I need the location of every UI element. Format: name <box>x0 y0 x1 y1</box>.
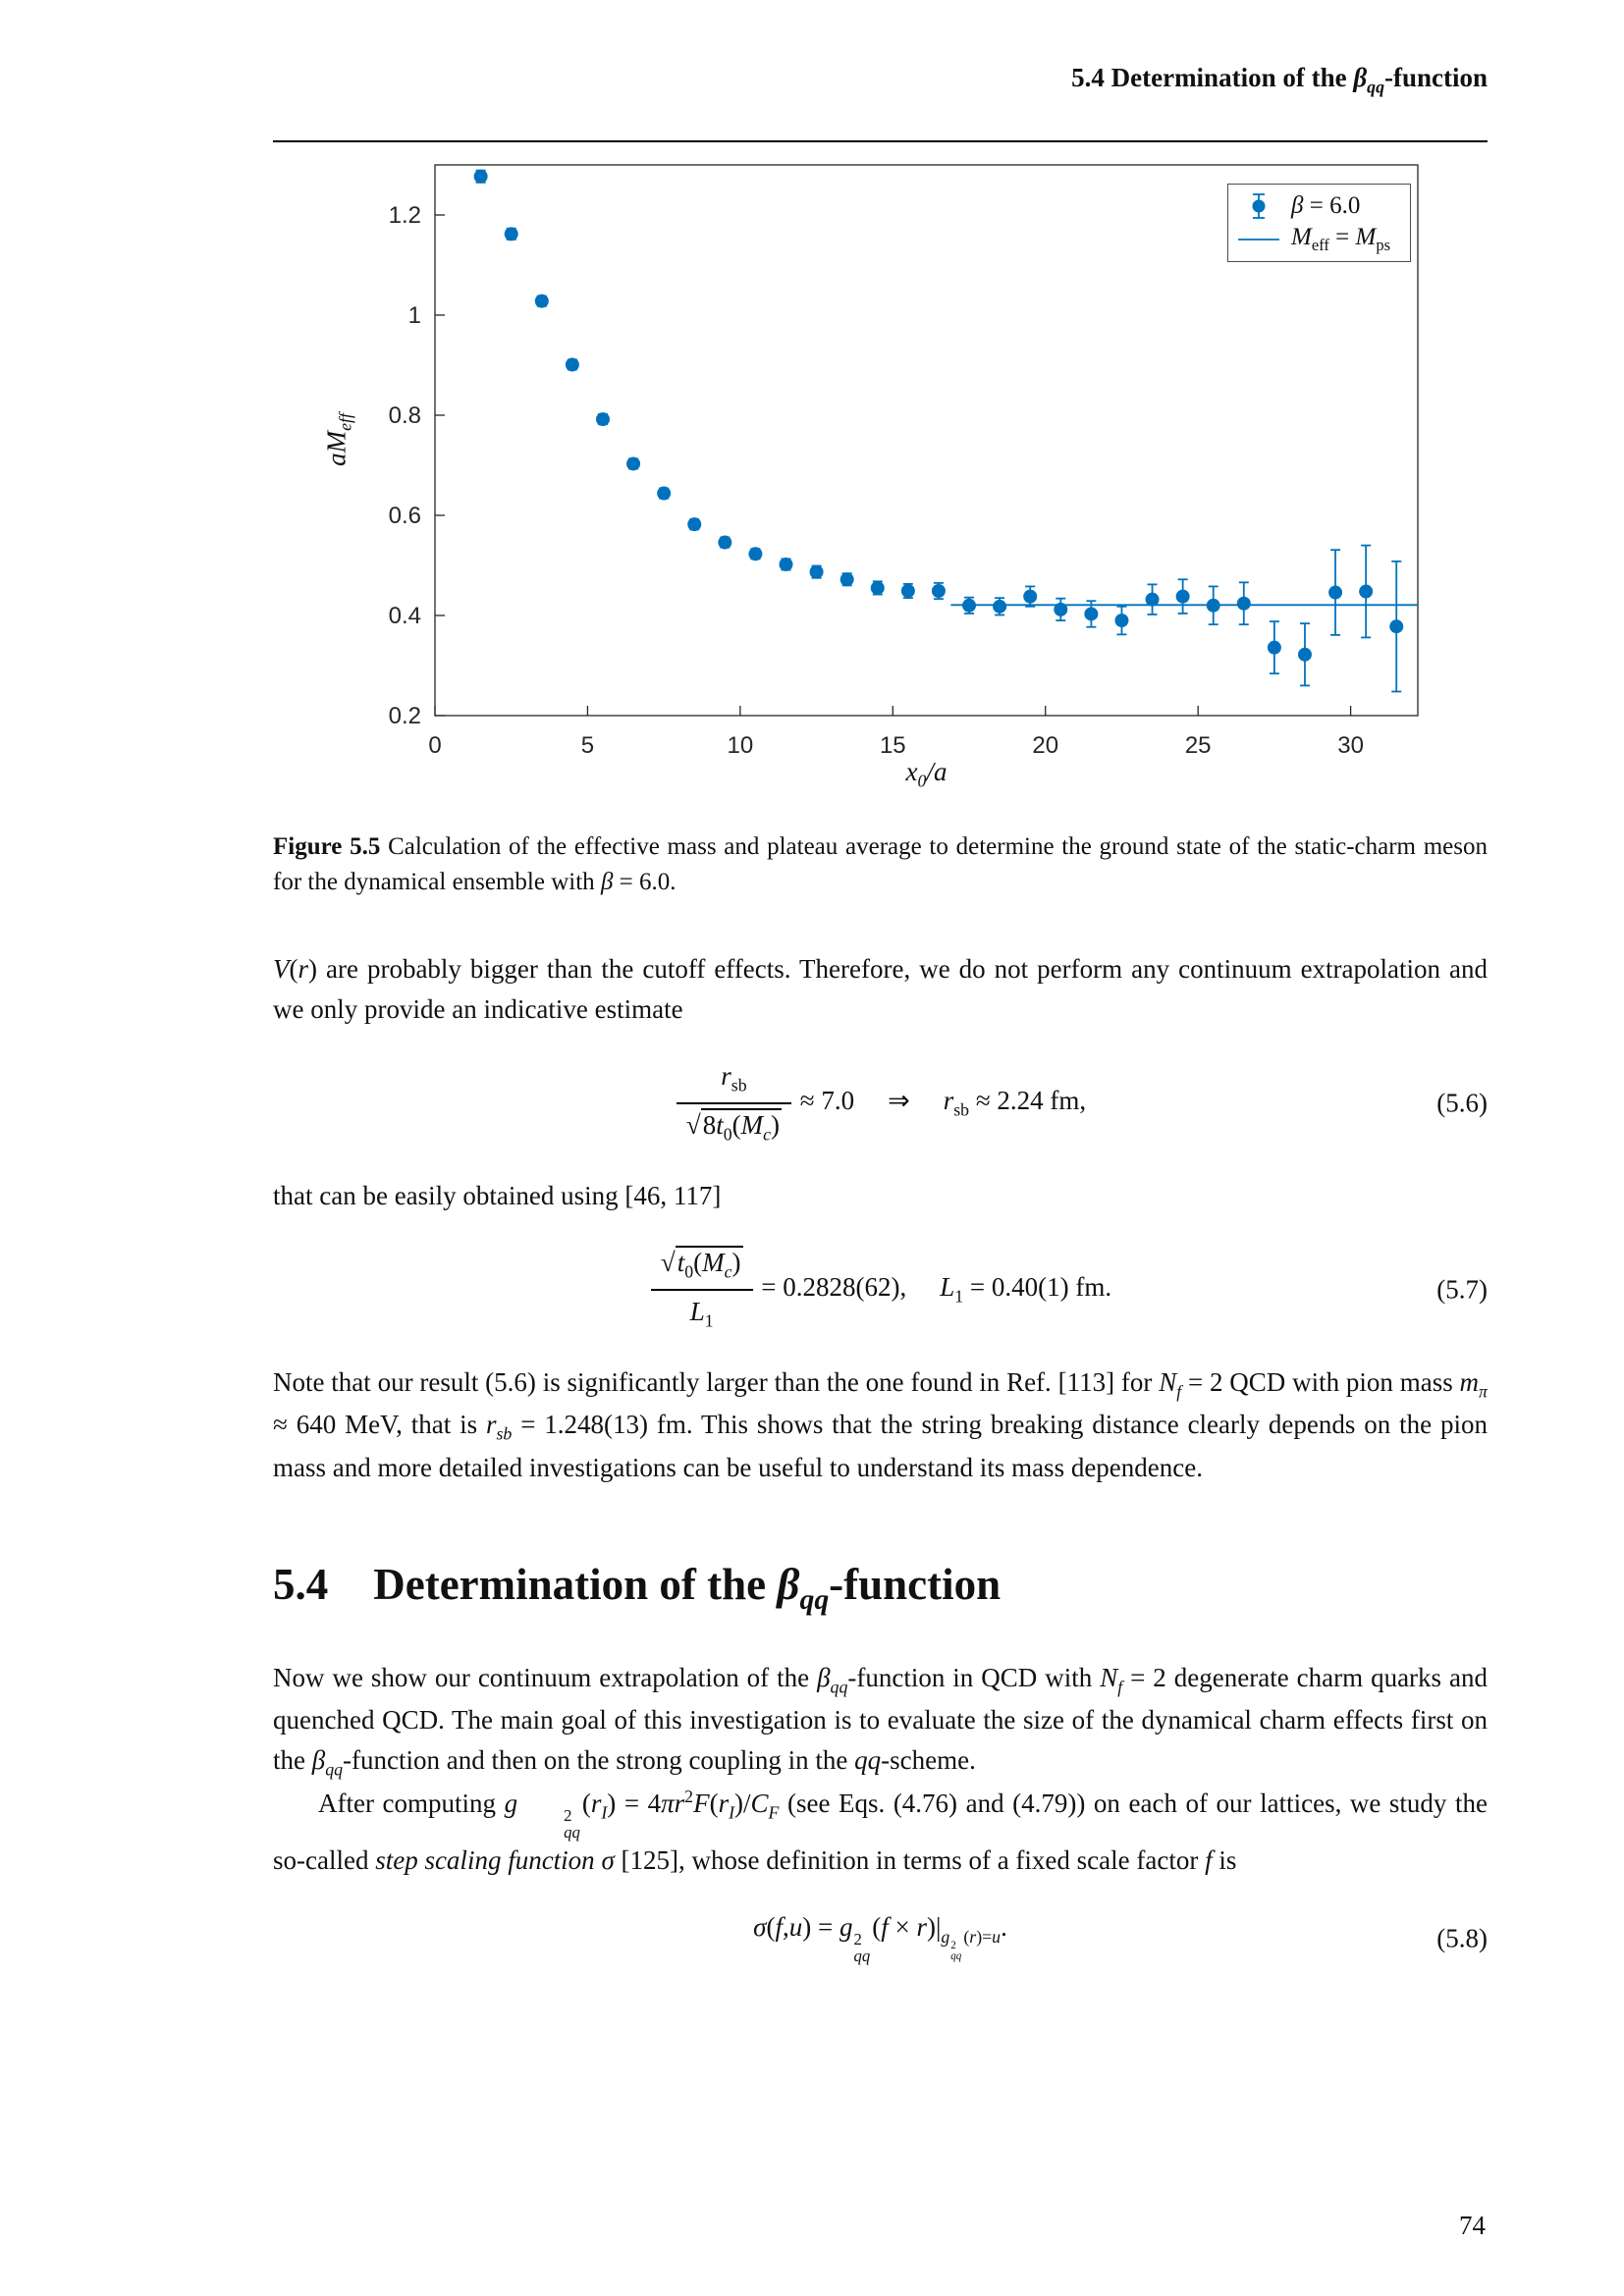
chart-legend <box>1227 184 1411 262</box>
figure-5-5 <box>273 156 1488 901</box>
errorbar-marker-icon <box>1236 189 1281 223</box>
svg-text:10: 10 <box>727 731 754 759</box>
paragraph-after-computing: After computing g 2 qq $(r_I) = 4\pi r^2F(r_I)/C_F$ (see Eqs. (4.76) and (4.79)) on each of our lattices, we study the so-called step scaling function σ [125], whose definition in terms of a fixed scale factor f is <box>273 1786 1488 1876</box>
legend-entry-line <box>1236 223 1390 256</box>
equation-body: $\frac{√t_0(M_c)}{L_1}$ = 0.2828(62), $L_1 = 0.40(1)$ fm. <box>649 1272 1111 1302</box>
svg-text:25: 25 <box>1184 731 1212 759</box>
svg-text:0: 0 <box>428 731 442 759</box>
svg-text:1: 1 <box>407 301 421 329</box>
svg-text:0.2: 0.2 <box>388 702 421 729</box>
svg-text:1.2: 1.2 <box>388 201 421 229</box>
figure-caption: Figure 5.5 Calculation of the effective mass and plateau average to determine the ground state of the static-charm meson for the dynamical ensemble with β = 6.0. <box>273 832 1488 896</box>
svg-text:0.4: 0.4 <box>388 602 421 629</box>
legend-label-beta: β = 6.0 <box>1291 191 1361 219</box>
paragraph-obtained-using: that can be easily obtained using [46, 117] <box>273 1181 722 1211</box>
equation-body: σ(f,u) = g 2 qq $(f \times r)|_{g 2 qq (r)=u}$. <box>753 1912 1007 1966</box>
paragraph-cutoff-effects: V(r) are probably bigger than the cutoff effects. Therefore, we do not perform any continuum extrapolation and we only provide an indicative estimate <box>273 954 1488 1025</box>
svg-text:5: 5 <box>580 731 595 759</box>
header-rule <box>273 140 1488 142</box>
equation-number: (5.7) <box>1436 1274 1488 1305</box>
legend-label-meff: $M_{eff} = M_{ps}$ <box>1291 223 1390 254</box>
svg-text:30: 30 <box>1337 731 1364 759</box>
line-icon <box>1236 223 1281 256</box>
effective-mass-chart <box>273 156 1488 806</box>
equation-5-8 <box>273 1912 1488 1965</box>
section-heading: 5.4 Determination of the $\beta_{qq}$-function <box>273 1559 1001 1616</box>
legend-entry-data <box>1236 189 1390 223</box>
paragraph-now-we-show: Now we show our continuum extrapolation of the $\beta_{qq}$-function in QCD with $N_f = 2$ degenerate charm quarks and quenched QCD. The main goal of this investigation is to evaluate the size of the dynamical charm effects first on the $\beta_{qq}$-function and then on the strong coupling in the qq-scheme. <box>273 1662 1488 1780</box>
svg-text:20: 20 <box>1032 731 1059 759</box>
running-head <box>273 63 1488 142</box>
equation-body: $\frac{r_{sb}}{√8t_0(M_c)}$ ≈ 7.0 ⇒ $r_{sb} \approx 2.24$ fm, <box>675 1086 1086 1115</box>
paragraph-note-result: Note that our result (5.6) is significantly larger than the one found in Ref. [113] for $N_f = 2$ QCD with pion mass $m_\pi \approx 640$ MeV, that is $r_{sb} = 1.248(13)$ fm. This shows that the string breaking distance clearly depends on the pion mass and more detailed investigations can be useful to understand its mass dependence. <box>273 1367 1488 1482</box>
equation-5-6 <box>273 1061 1488 1145</box>
equation-number: (5.8) <box>1436 1923 1488 1953</box>
y-axis-label: $aM_{eff}$ <box>321 412 355 466</box>
equation-5-7 <box>273 1248 1488 1331</box>
equation-number: (5.6) <box>1436 1088 1488 1118</box>
x-axis-label: $x_0/a$ <box>905 756 947 791</box>
running-head-title: 5.4 Determination of the $\beta_{qq}$-function <box>1071 63 1488 97</box>
svg-text:15: 15 <box>879 731 906 759</box>
svg-text:0.8: 0.8 <box>388 401 421 429</box>
page-number: 74 <box>1459 2211 1486 2240</box>
svg-text:0.6: 0.6 <box>388 502 421 529</box>
